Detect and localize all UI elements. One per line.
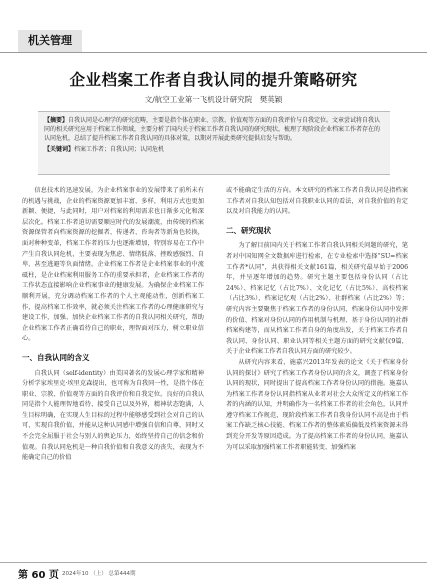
keywords-text: 档案工作者；自我认同；认同危机 (74, 145, 165, 153)
issue-info: 2024年10 （上） 总第444期 (62, 571, 136, 577)
abstract-label: 【摘要】 (44, 117, 69, 124)
left-column (22, 186, 204, 464)
author-line: 文/航空工业第一飞机设计研究院 樊英颖 (144, 95, 283, 104)
section-heading-1: 一、自我认同的含义 (22, 352, 90, 362)
keywords-label: 【关键词】 (44, 145, 75, 153)
article-title: 企业档案工作者自我认同的提升策略研究 (69, 71, 358, 89)
intro-paragraph: 信息技术的迅速发展，为企业档案事业的发展带来了前所未有的机遇与挑战，企业的档案资源更加丰富、多样，利用方式也更加新颖、便捷，与此同时，用户对档案的利用需求也日渐多元化和深层次化。档案工作者迫切需要顺应时代的发展潮流，由传统的档案资源保管者向档案资源的挖掘者、传递者、咨询者等新角色转换，面对种种变革，档案工作者的压力也逐渐增加，特别容易在工作中产生自我认同危机，主要表现为焦虑、情绪低落、挫败感强烈、自卑、甚至逃避等负面情绪。企业档案工作者是企业档案事业的中流砥柱，是企业档案利用服务工作的重要承担者，企业档案工作者的工作状态直接影响企业档案事业的健康发展。为确保企业档案工作顺利开展，充分调动档案工作者的个人主观能动性，创新档案工作，提高档案工作效率，就必须关注档案工作者的心理健康研究与建设工作，加强、加快企业档案工作者的自我认同相关研究，帮助企业档案工作者正确看待自己的职业，理智面对压力，树立职业信心。 (22, 187, 204, 343)
definition-paragraph: 自我认同（self-identity）由美国著名的发展心理学家和精神分析学家埃里克·埃里克森提出，也可称为自我同一性，是指个体在职业、宗教、价值观等方面的自我评价和自我定位。良好的自我认同是指个人能理智地看待、接受自己以及外界，精神状态饱满，人生目标明确，在实现人生目标的过程中能够感受到社会对自己的认可，实现自我价值，并能从这种认同感中增强自信和自尊，同时又不会完全屈服于社会与别人的舆论压力，始终坚持自己的信念和价值观。自我认同危机是一种自我价值和自我意义的丧失，表现为不能确定自己的价值 (22, 369, 204, 462)
keywords-line (44, 145, 384, 154)
abstract-text: 自我认同是心理学的研究范畴，主要是指个体在职业、宗教、价值观等方面的自我评价与自我定位。文章尝试将自我认同的相关研究应用于档案工作领域，主要分析了国内关于档案工作者自我认同的研究现状，梳理了现阶段企业档案工作者存在的认同危机，总结了提升档案工作者自我认同的具体对策，以期对开展此类研究提供启发与帮助。 (44, 117, 381, 143)
page-number: 第 60 页 (18, 570, 59, 581)
section-heading-2: 二、研究现状 (226, 225, 271, 235)
footer-rule (0, 562, 427, 563)
header-rule (0, 52, 427, 53)
section-tab: 机关管理 (18, 30, 82, 52)
continued-paragraph: 或不能确定生活的方向。本文研究的档案工作者自我认同是指档案工作者对自我认知包括对自我职业认同的看法，对自我价值的肯定以及对自我能力的认同。 (226, 187, 408, 216)
research-paragraph-1: 为了解目前国内关于档案工作者自我认同相关问题的研究，笔者对中国知网全文数据库进行检索，在专业检索中选择“SU=档案工作者*认同”，共获得相关文献161篇，相关研究最早始于2006年，并呈逐年增加的趋势。研究主题主要包括身份认同（占比24%）、档案记忆（占比7%）、文化记忆（占比5%）、高校档案（占比3%）、档案记忆观（占比2%）、社群档案（占比2%）等；研究内容主要聚焦于档案工作者的身份认同、档案身份认同中发挥的价值、档案对身份认同的作用机制与机理、基于身份认同的社群档案构建等，而从档案工作者自身的角度出发，关于档案工作者自我认同、身份认同、职业认同等相关主题方面的研究文献仅9篇，关于企业档案工作者自我认同方面的研究较少。 (226, 242, 408, 356)
abstract-box (38, 111, 390, 175)
right-column (226, 186, 408, 453)
research-paragraph-2: 从研究内容来看，施嘉兴2013年发表的论文《关于档案身份认同的探讨》研究了档案工作者身份认同的含义，调查了档案身份认同的现状，同时提出了提高档案工作者身份认同的措施。施嘉认为档案工作者身份认同指档案从业者对社会大众所定义的档案工作者的内涵的认知，并明确作为一名档案工作者的社会角色，认同并遵守档案工作规范，现阶段档案工作者自我身份认同不高是由于档案工作缺乏核心技能、档案工作者的整体素质偏低及档案资源未得到充分开发等原因造成。为了提高档案工作者的身份认同，施嘉认为可以采取加强档案工作者职能转变、加强档案 (226, 358, 408, 451)
